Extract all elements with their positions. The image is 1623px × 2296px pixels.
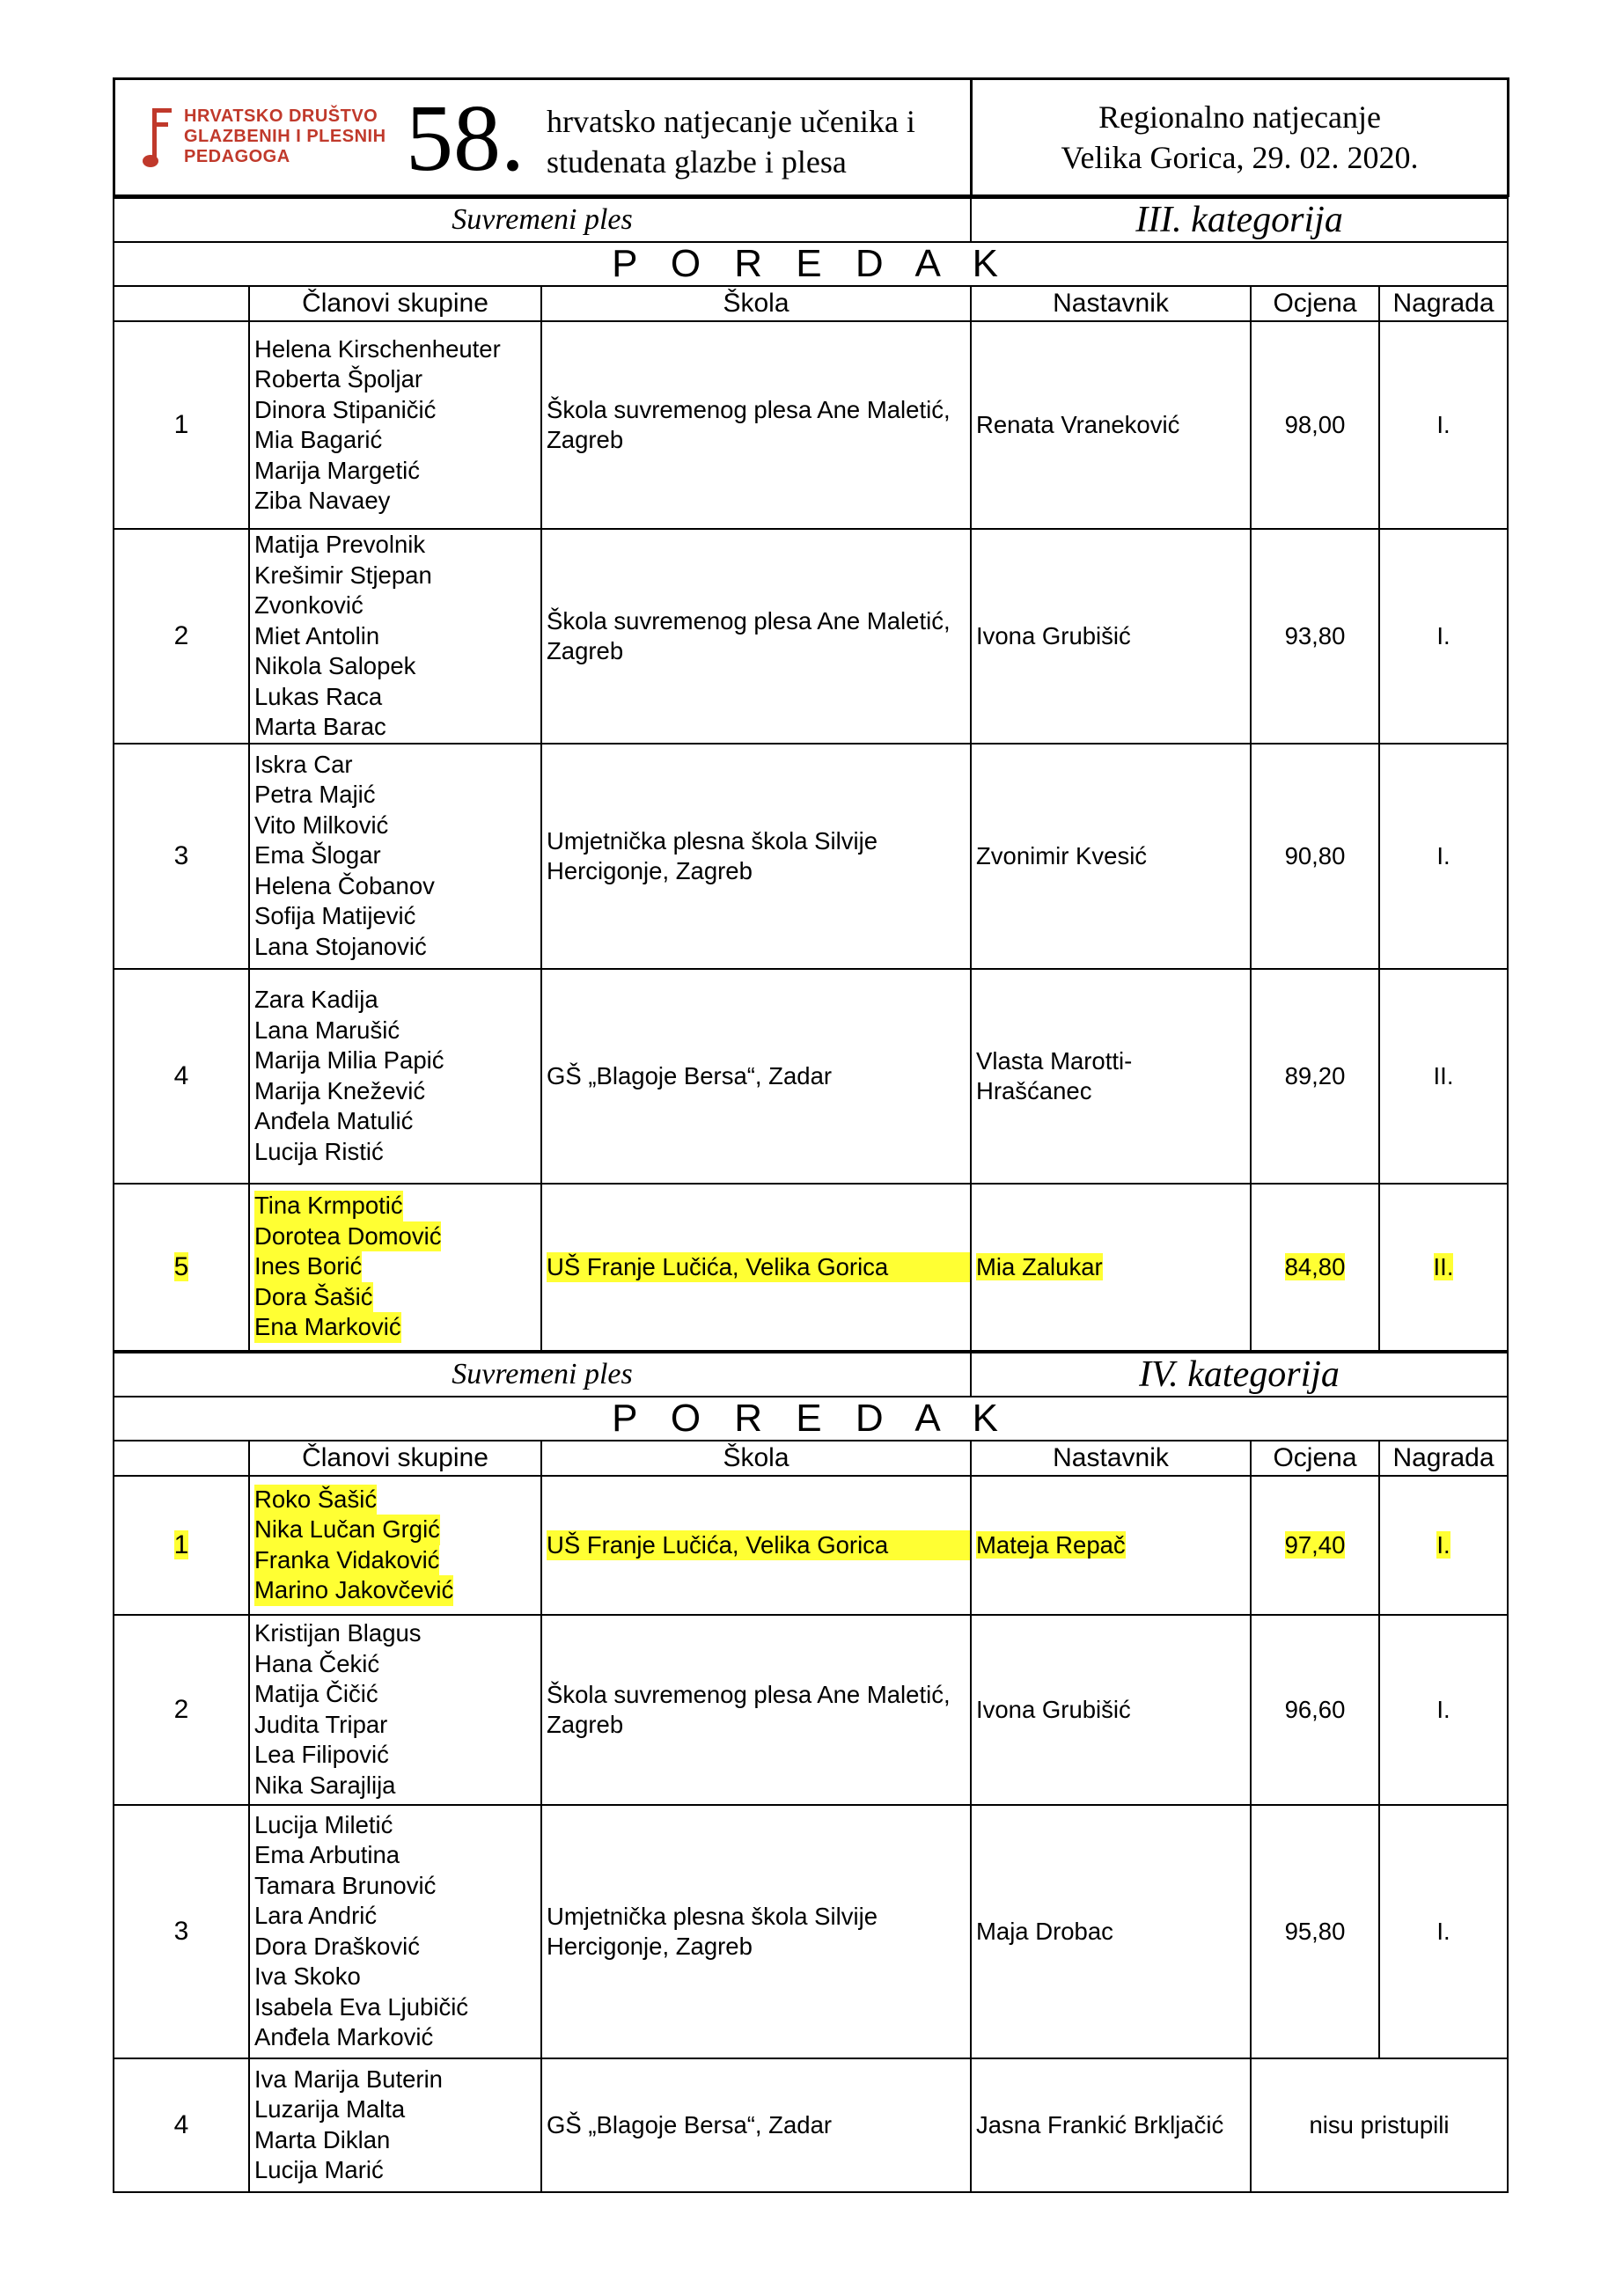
members-cell [249,1615,541,1805]
member-name: Vito Milković [254,811,389,839]
score-value: 97,40 [1284,1530,1346,1559]
award-cell [1379,969,1508,1184]
award-cell [1379,529,1508,744]
teacher-line: Renata Vraneković [976,411,1180,438]
members-cell [249,969,541,1184]
teacher-line: Hrašćanec [976,1076,1092,1104]
score-cell [1251,529,1379,744]
member-name: Matija Prevolnik [254,531,426,558]
rank-value: 3 [173,1916,189,1946]
members-cell [249,1184,541,1351]
score-cell [1251,1476,1379,1615]
member-name: Miet Antolin [254,621,380,649]
teacher-cell [971,2058,1251,2192]
member-name: Helena Čobanov [254,871,435,899]
member-name: Petra Majić [254,781,376,809]
member-name: Lucija Miletić [254,1810,393,1838]
award-cell [1379,1476,1508,1615]
teacher-cell [971,1476,1251,1615]
member-name: Anđela Matulić [254,1107,414,1134]
members-cell [249,744,541,969]
school-line: UŠ Franje Lučića, Velika Gorica [547,1530,970,1560]
table-row [114,1476,1508,1615]
event-place-date: Velika Gorica, 29. 02. 2020. [1061,140,1419,175]
member-name: Marija Milia Papić [254,1046,444,1074]
teacher-line: Vlasta Marotti- [976,1046,1133,1075]
score-cell [1251,1615,1379,1805]
category-label: III. kategorija [971,198,1508,242]
member-name: Zara Kadija [254,986,378,1013]
rank-value: 5 [173,1251,189,1281]
col-teacher-header: Nastavnik [971,286,1251,321]
header-left-cell [114,79,972,196]
score-value: 84,80 [1284,1252,1346,1280]
rank-value: 1 [173,1529,189,1559]
col-members-header: Članovi skupine [249,286,541,321]
member-name: Matija Čičić [254,1680,378,1707]
document-header [113,77,1509,197]
members-cell [249,1476,541,1615]
member-name: Lukas Raca [254,682,383,710]
col-score-header: Ocjena [1251,1441,1379,1476]
award-value: I. [1436,1530,1450,1559]
member-name: Iskra Car [254,750,353,778]
rank-value: 2 [173,1694,189,1724]
score-value: 96,60 [1284,1695,1346,1723]
award-cell [1379,1615,1508,1805]
school-cell [541,2058,971,2192]
school-line: GŠ „Blagoje Bersa“, Zadar [547,1061,833,1089]
member-name: Marija Knežević [254,1076,426,1104]
title-line-2: studenata glazbe i plesa [547,144,847,180]
member-name: Lara Andrić [254,1902,378,1929]
members-cell [249,1805,541,2058]
teacher-line: Ivona Grubišić [976,1695,1131,1723]
member-name: Nikola Salopek [254,652,416,679]
members-cell [249,321,541,529]
award-cell [1379,321,1508,529]
table-row [114,2058,1508,2192]
table-row [114,1805,1508,2058]
score-value: 98,00 [1284,411,1346,438]
member-name: Zvonković [254,591,364,619]
ranking-heading: P O R E D A K [114,242,1508,286]
school-line: Zagreb [547,636,624,664]
teacher-line: Zvonimir Kvesić [976,841,1148,869]
col-rank-header [114,286,249,321]
teacher-cell [971,744,1251,969]
rank-cell [114,969,249,1184]
category-row [114,198,1508,242]
ranking-heading-row [114,1397,1508,1441]
ranking-heading-row [114,242,1508,286]
member-name: Hana Čekić [254,1649,380,1677]
school-cell [541,1615,971,1805]
teacher-line: Maja Drobac [976,1917,1113,1945]
member-name: Marta Barac [254,713,386,740]
column-header-row [114,286,1508,321]
member-name: Dorotea Domović [254,1221,441,1252]
member-name: Lucija Ristić [254,1137,384,1165]
results-table [113,1352,1509,2193]
award-value: II. [1433,1061,1454,1089]
category-row [114,1353,1508,1397]
teacher-cell [971,1184,1251,1351]
award-value: I. [1436,411,1450,438]
col-award-header: Nagrada [1379,286,1508,321]
award-value: I. [1436,1695,1450,1723]
category-label: IV. kategorija [971,1353,1508,1397]
school-line: Umjetnička plesna škola Silvije [547,826,878,855]
teacher-cell [971,1805,1251,2058]
school-line: Škola suvremenog plesa Ane Maletić, [547,1680,951,1708]
score-cell [1251,1805,1379,2058]
teacher-cell [971,321,1251,529]
school-line: Zagreb [547,1710,624,1738]
members-cell [249,529,541,744]
ranking-heading: P O R E D A K [114,1397,1508,1441]
award-cell [1379,1184,1508,1351]
rank-value: 4 [173,1060,189,1090]
school-cell [541,529,971,744]
rank-value: 4 [173,2109,189,2139]
score-cell [1251,744,1379,969]
teacher-line: Ivona Grubišić [976,621,1131,649]
col-school-header: Škola [541,286,971,321]
award-cell [1379,1805,1508,2058]
score-value: 95,80 [1284,1917,1346,1945]
member-name: Ena Marković [254,1312,401,1343]
results-table [113,197,1509,1352]
member-name: Anđela Marković [254,2023,434,2050]
members-cell [249,2058,541,2192]
member-name: Iva Marija Buterin [254,2065,443,2093]
competition-title [547,101,915,182]
member-name: Ema Arbutina [254,1841,400,1868]
member-name: Tamara Brunović [254,1871,437,1899]
results-sections [113,197,1507,2193]
score-cell [1251,969,1379,1184]
member-name: Ziba Navaey [254,487,391,514]
rank-value: 1 [173,410,189,439]
table-row [114,321,1508,529]
school-line: Škola suvremenog plesa Ane Maletić, [547,606,951,635]
member-name: Luzarija Malta [254,2095,406,2123]
event-name: Regionalno natjecanje [1098,99,1381,135]
member-name: Roko Šašić [254,1485,377,1515]
edition-number: 58. [406,86,525,191]
member-name: Nika Sarajlija [254,1771,396,1799]
school-cell [541,969,971,1184]
member-name: Dinora Stipaničić [254,395,437,423]
school-line: GŠ „Blagoje Bersa“, Zadar [547,2110,833,2138]
rank-cell [114,744,249,969]
award-value: II. [1433,1252,1454,1280]
score-value: 93,80 [1284,621,1346,649]
score-value: 89,20 [1284,1061,1346,1089]
member-name: Iva Skoko [254,1962,361,1990]
score-cell [1251,1184,1379,1351]
school-line: Zagreb [547,426,624,453]
rank-value: 2 [173,620,189,650]
table-row [114,1615,1508,1805]
rank-cell [114,529,249,744]
rank-cell [114,1184,249,1351]
status-note: nisu pristupili [1251,2058,1508,2192]
member-name: Mia Bagarić [254,426,383,453]
rank-cell [114,1805,249,2058]
teacher-cell [971,1615,1251,1805]
member-name: Lana Marušić [254,1016,400,1044]
member-name: Nika Lučan Grgić [254,1515,440,1545]
col-rank-header [114,1441,249,1476]
member-name: Franka Vidaković [254,1545,439,1576]
member-name: Kristijan Blagus [254,1619,422,1647]
member-name: Marino Jakovčević [254,1575,453,1606]
member-name: Dora Šašić [254,1282,373,1313]
rank-cell [114,1615,249,1805]
teacher-cell [971,969,1251,1184]
member-name: Lana Stojanović [254,932,427,960]
award-value: I. [1436,621,1450,649]
teacher-line: Mateja Repač [976,1530,1126,1559]
member-name: Roberta Špoljar [254,365,423,392]
col-score-header: Ocjena [1251,286,1379,321]
school-line: UŠ Franje Lučića, Velika Gorica [547,1252,970,1282]
table-row [114,529,1508,744]
school-cell [541,1184,971,1351]
rank-cell [114,321,249,529]
member-name: Marija Margetić [254,456,420,484]
col-award-header: Nagrada [1379,1441,1508,1476]
school-line: Hercigonje, Zagreb [547,1932,753,1960]
member-name: Tina Krmpotić [254,1191,403,1221]
member-name: Krešimir Stjepan [254,561,432,589]
member-name: Lea Filipović [254,1741,389,1768]
discipline-label: Suvremeni ples [114,1353,971,1397]
member-name: Lucija Marić [254,2156,384,2183]
teacher-line: Jasna Frankić Brkljačić [976,2110,1224,2138]
school-cell [541,1805,971,2058]
table-row [114,1184,1508,1351]
member-name: Isabela Eva Ljubičić [254,1992,469,2021]
teacher-cell [971,529,1251,744]
logo-text [184,106,386,167]
rank-value: 3 [173,840,189,870]
teacher-line: Mia Zalukar [976,1252,1103,1280]
column-header-row [114,1441,1508,1476]
col-teacher-header: Nastavnik [971,1441,1251,1476]
header-right-cell [972,79,1509,196]
logo-line: PEDAGOGA [184,147,290,166]
award-cell [1379,744,1508,969]
col-school-header: Škola [541,1441,971,1476]
member-name: Judita Tripar [254,1710,388,1738]
award-value: I. [1436,1917,1450,1945]
member-name: Ema Šlogar [254,841,381,869]
school-cell [541,1476,971,1615]
member-name: Ines Borić [254,1251,362,1282]
member-name: Helena Kirschenheuter [254,334,501,363]
title-line-1: hrvatsko natjecanje učenika i [547,104,915,139]
member-name: Marta Diklan [254,2125,391,2153]
col-members-header: Članovi skupine [249,1441,541,1476]
table-row [114,744,1508,969]
member-name: Dora Drašković [254,1932,420,1960]
member-name: Sofija Matijević [254,902,416,930]
logo-line: HRVATSKO DRUŠTVO [184,106,378,126]
discipline-label: Suvremeni ples [114,198,971,242]
award-value: I. [1436,841,1450,869]
table-row [114,969,1508,1184]
school-line: Umjetnička plesna škola Silvije [547,1902,878,1930]
score-value: 90,80 [1284,841,1346,869]
rank-cell [114,2058,249,2192]
results-document [113,77,1507,2193]
school-cell [541,744,971,969]
score-cell [1251,321,1379,529]
logo-line: GLAZBENIH I PLESNIH [184,127,386,146]
rank-cell [114,1476,249,1615]
school-cell [541,321,971,529]
school-line: Škola suvremenog plesa Ane Maletić, [547,396,951,423]
school-line: Hercigonje, Zagreb [547,856,753,884]
